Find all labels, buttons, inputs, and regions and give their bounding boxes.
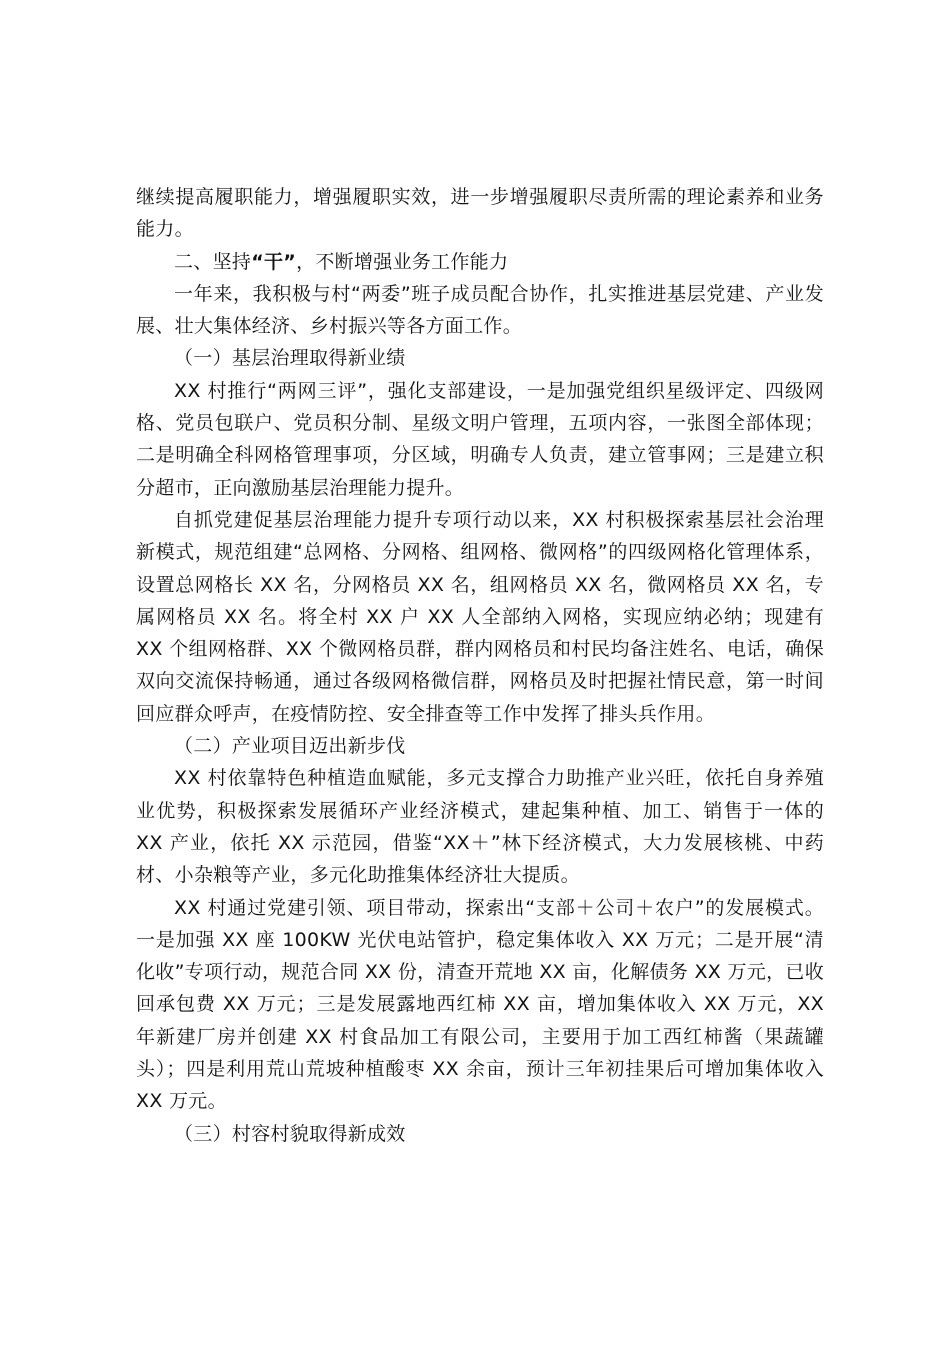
section-heading-2-keyword: “干”	[251, 250, 297, 273]
paragraph-intro: 继续提高履职能力，增强履职实效，进一步增强履职尽责所需的理论素养和业务能力。	[136, 186, 824, 241]
section-heading-2-suffix: ，不断增强业务工作能力	[296, 250, 509, 273]
section-heading-2-prefix: 二、坚持	[174, 250, 252, 273]
paragraph-planting: XX 村依靠特色种植造血赋能，多元支撑合力助推产业兴旺，依托自身养殖业优势，积极探索发展循环产业经济模式，建起集种植、加工、销售于一体的 XX 产业，依托 XX 示范园，借鉴“XX＋”林下经济模式，大力发展核桃、中药材、小杂粮等产业，多元化助推集体经济壮大提质。	[136, 767, 824, 887]
paragraph-grid-management: 自抓党建促基层治理能力提升专项行动以来，XX 村积极探索基层社会治理新模式，规范组建“总网格、分网格、组网格、微网格”的四级网格化管理体系，设置总网格长 XX 名，分网格员 XX 名，组网格员 XX 名，微网格员 XX 名，专属网格员 XX 名。将全村 XX 户 XX 人全部纳入网格，实现应纳必纳；现建有 XX 个组网格群、XX 个微网格员群，群内网格员和村民均备注姓名、电话，确保双向交流保持畅通，通过各级网格微信群，网格员及时把握社情民意，第一时间回应群众呼声，在疫情防控、安全排查等工作中发挥了排头兵作用。	[136, 508, 824, 725]
subheading-governance: （一）基层治理取得新业绩	[174, 347, 406, 370]
section-heading-2	[136, 246, 824, 278]
subheading-industry: （二）产业项目迈出新步伐	[174, 735, 406, 758]
paragraph-two-networks: XX 村推行“两网三评”，强化支部建设，一是加强党组织星级评定、四级网格、党员包联户、党员积分制、星级文明户管理，五项内容，一张图全部体现；二是明确全科网格管理事项，分区域，明确专人负责，建立管事网；三是建立积分超市，正向激励基层治理能力提升。	[136, 379, 824, 499]
paragraph-overview: 一年来，我积极与村“两委”班子成员配合协作，扎实推进基层党建、产业发展、壮大集体经济、乡村振兴等各方面工作。	[136, 282, 824, 338]
document-body	[136, 181, 824, 1150]
paragraph-development-model: XX 村通过党建引领、项目带动，探索出“支部＋公司＋农户”的发展模式。一是加强 XX 座 100KW 光伏电站管护，稳定集体收入 XX 万元；二是开展“清化收”专项行动，规范合同 XX 份，清查开荒地 XX 亩，化解债务 XX 万元，已收回承包费 XX 万元；三是发展露地西红柿 XX 亩，增加集体收入 XX 万元，XX 年新建厂房并创建 XX 村食品加工有限公司，主要用于加工西红柿酱（果蔬罐头）；四是利用荒山荒坡种植酸枣 XX 余亩，预计三年初挂果后可增加集体收入 XX 万元。	[136, 896, 824, 1113]
subheading-village-appearance: （三）村容村貌取得新成效	[174, 1122, 406, 1145]
